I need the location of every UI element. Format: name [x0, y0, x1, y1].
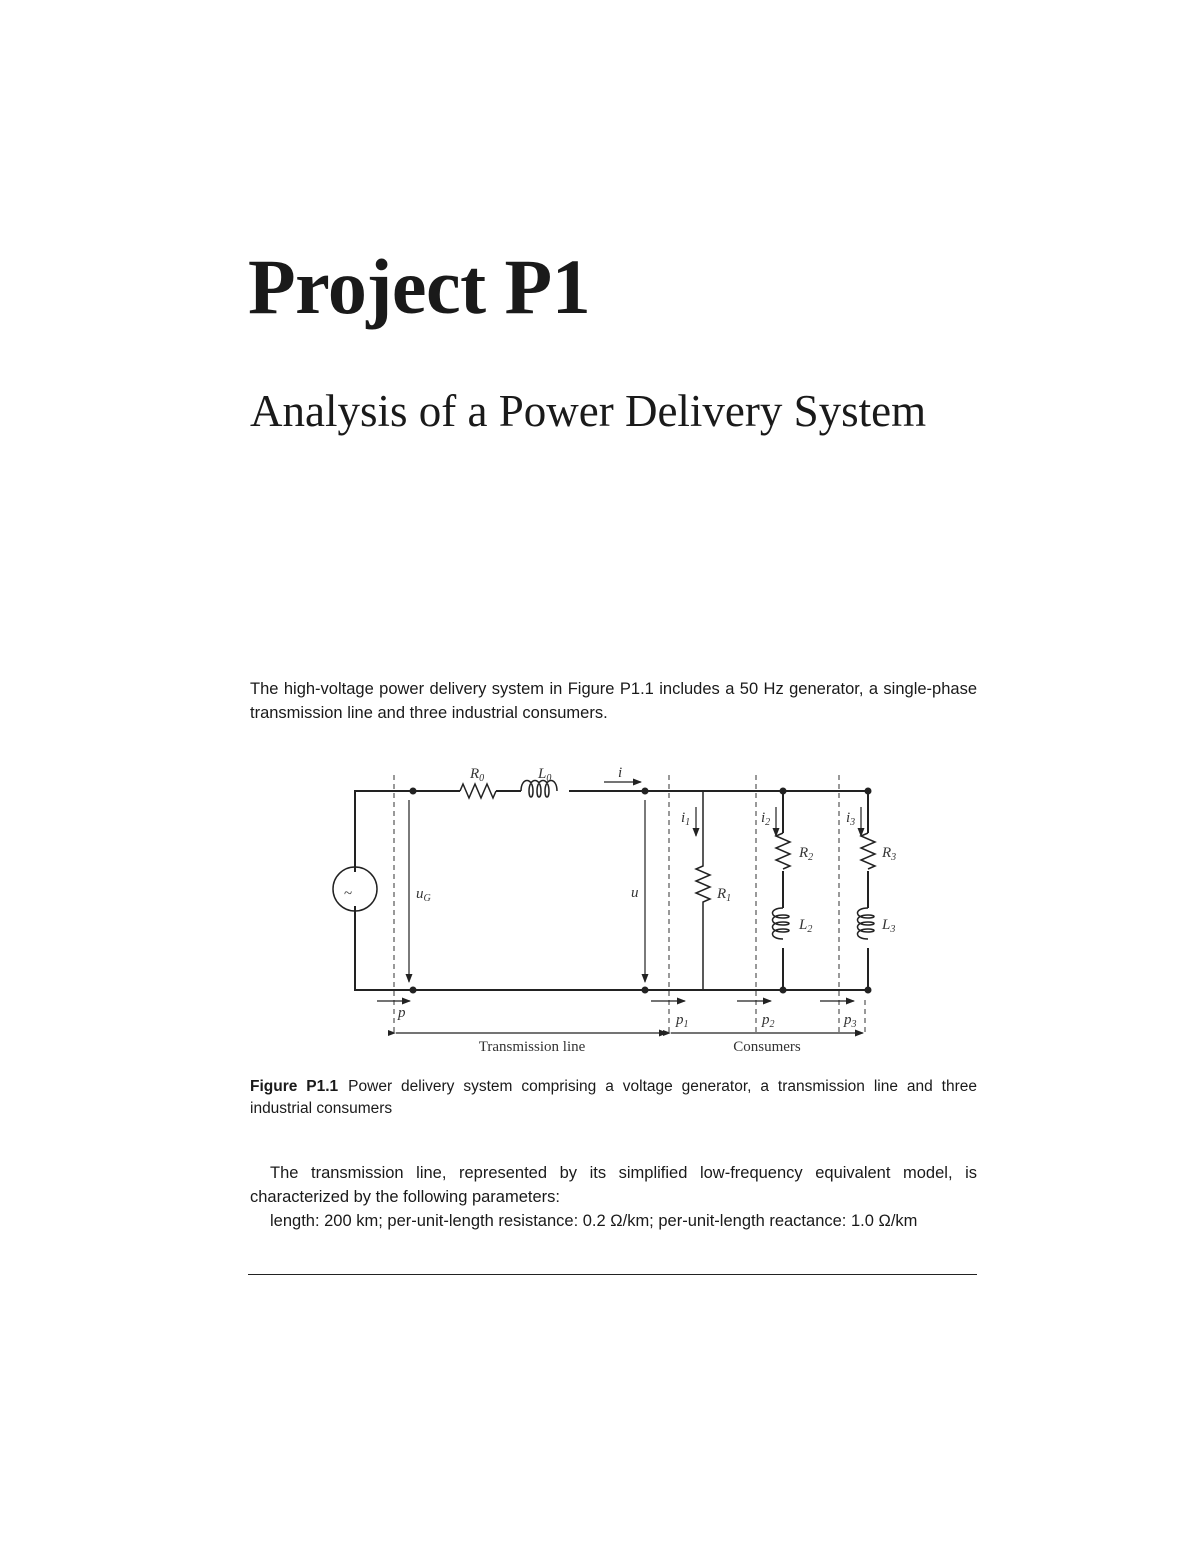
label-l3: $L_3$	[882, 917, 896, 935]
label-l0: $L_0$	[538, 766, 552, 784]
source-symbol: ~	[344, 886, 353, 902]
parameters-line: length: 200 km; per-unit-length resistance: 0.2 Ω/km; per-unit-length reactance: 1.0 Ω/km	[270, 1212, 918, 1230]
label-p1: $p_1$	[676, 1012, 689, 1030]
voltage-source	[333, 867, 377, 911]
label-ug: $u_G$	[416, 886, 431, 904]
node-bottom-c2	[780, 987, 787, 994]
inductor-l0	[521, 781, 557, 798]
chapter-subtitle: Analysis of a Power Delivery System	[250, 386, 927, 436]
figure-caption-label: Figure P1.1	[250, 1078, 339, 1095]
label-p2: $p_2$	[762, 1012, 775, 1030]
label-consumers: Consumers	[733, 1039, 801, 1055]
node-top-c2	[780, 788, 787, 795]
consumer-1-branch	[696, 791, 710, 990]
body-paragraph: The transmission line, represented by its simplified low-frequency equivalent model, is characterized by the following parameters:	[250, 1164, 977, 1206]
label-p: p	[398, 1005, 406, 1021]
node-top-left	[410, 788, 417, 795]
horizontal-rule	[248, 1274, 977, 1275]
label-i2: $i_2$	[761, 810, 771, 828]
node-bottom-left	[410, 987, 417, 994]
resistor-r0	[460, 784, 496, 798]
label-i3: $i_3$	[846, 810, 856, 828]
intro-paragraph: The high-voltage power delivery system in Figure P1.1 includes a 50 Hz generator, a single-phase transmission line and three industrial consumers.	[250, 680, 977, 722]
figure-caption	[250, 1076, 977, 1120]
node-bottom-c3	[865, 987, 872, 994]
resistor-r3	[861, 833, 875, 869]
label-i1: $i_1$	[681, 810, 691, 828]
resistor-r2	[776, 833, 790, 869]
label-l2: $L_2$	[799, 917, 813, 935]
label-u: u	[631, 885, 639, 901]
figure-caption-text: Power delivery system comprising a voltage generator, a transmission line and three industrial consumers	[250, 1078, 977, 1117]
label-r0: $R_0$	[470, 766, 485, 784]
label-p3: $p_3$	[844, 1012, 857, 1030]
label-transmission-line: Transmission line	[478, 1039, 586, 1055]
label-r2: $R_2$	[799, 845, 814, 863]
node-top-mid	[642, 788, 649, 795]
source-wire	[355, 791, 413, 990]
node-top-c3	[865, 788, 872, 795]
label-r1: $R_1$	[717, 886, 732, 904]
inductor-l2	[773, 908, 790, 939]
node-bottom-mid	[642, 987, 649, 994]
label-i: i	[618, 765, 623, 781]
inductor-l3	[858, 908, 875, 939]
chapter-title: Project P1	[248, 243, 591, 330]
label-r3: $R_3$	[882, 845, 897, 863]
